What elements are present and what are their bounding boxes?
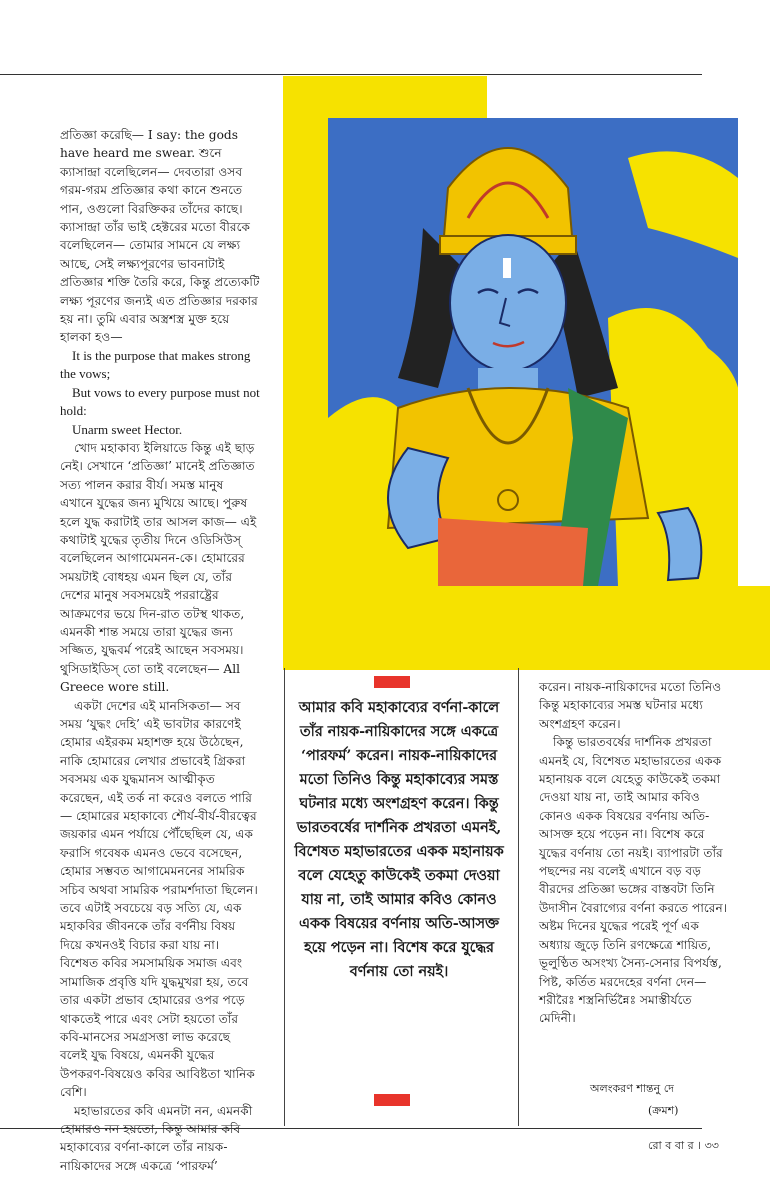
left-text-column bbox=[60, 126, 260, 1175]
paragraph: মহাভারতের কবি এমনটা নন, এমনকী মহাকাব্যের বর্ণনা-কালে তাঁর নায়ক-নায়িকাদের সঙ্গে একত্রে ‘পারফর্ম’ bbox=[60, 1103, 253, 1173]
paragraph: করেন। নায়ক-নায়িকাদের মতো তিনিও কিন্তু মহাকাব্যের সমস্ত ঘটনার মধ্যে অংশগ্রহণ করেন। bbox=[539, 680, 722, 731]
krishna-illustration bbox=[328, 118, 738, 586]
quote-line: Unarm sweet Hector. bbox=[72, 421, 183, 437]
yellow-frame-block bbox=[283, 76, 328, 670]
pull-quote-bottom-bar bbox=[374, 1094, 410, 1106]
column-divider bbox=[518, 668, 519, 1126]
continued-note: (ক্রমশ) bbox=[648, 1104, 679, 1117]
pull-quote-top-bar bbox=[374, 676, 410, 688]
paragraph: খোদ মহাকাব্য ইলিয়াডে কিন্তু এই ছাড় নেই। সেখানে ‘প্রতিজ্ঞা’ মানেই প্রতিজ্ঞাত সত্য পালন করার বীর্য। সমস্ত মানুষ এখানে যুদ্ধের জন্য মুখিয়ে আছে। পুরুষ হলে যুদ্ধ করাটাই তার আসল কাজ— এই কথাটাই যুদ্ধের তৃতীয় দিনে ওডিসিউস্ বলেছিলেন আগামেমনন-কে। হোমারের সময়টাই বোধহয় এমন ছিল যে, তাঁর দেশের মানুষ সবসময়েই পররাষ্ট্রের আক্রমণের ভয়ে দিন-রাত তটস্থ থাকত, এমনকী শান্ত সময়ে তারা যুদ্ধের জন্য সজ্জিত, যুদ্ধবর্ম পরেই আছেন সবসময়। থুসিডাইডিস্ তো তাই বলেছেন— All Greece wore still. bbox=[60, 440, 257, 695]
paragraph: কিন্তু ভারতবর্ষের দার্শনিক প্রখরতা এমনই যে, বিশেষত মহাভারতের একক মহানায়ক বলে যেহেতু কাউকেই তকমা দেওয়া যায় না, তাই আমার কবিও কোনও একক বিষয়ের বর্ণনায় অতি-আসক্ত হয়ে পড়েন না। বিশেষ করে যুদ্ধের বর্ণনায় তো নয়ই। ব্যাপারটা তাঁর পছন্দের নয় বলেই এখানে বড় বড় বীরদের প্রতিজ্ঞা ভঙ্গের বাস্তবটা তিনি উদাসীন বৈরাগ্যের বর্ণনা করতে পারেন। অষ্টম দিনের যুদ্ধের পরেই পূর্ণ এক অধ্যায় জুড়ে তিনি রণক্ষেত্রে শায়িত, ভূলুণ্ঠিত অসংখ্য সৈন্য-সেনার বিপর্যস্ত, পিষ্ট, কর্তিত মরদেহের বর্ণনা দেন— শরীরৈঃ শস্ত্রনির্ভিন্নৈঃ সমাস্তীর্যতে মেদিনী। bbox=[539, 735, 728, 1026]
bottom-rule bbox=[0, 1128, 702, 1129]
paragraph: একটা দেশের এই মানসিকতা— সব সময় ‘যুদ্ধং দেহি’ এই ভাবটার কারণেই হোমার এইরকম মহাশক্ত হয়ে উঠেছেন, নাকি হোমারের লেখার প্রভাবেই গ্রিকরা সবসময় এক যুদ্ধমানস আত্মীকৃত করেছেন, এই তর্ক না করেও বলতে পারি— হোমারের মহাকাব্যে শৌর্য-বীর্য-বীরত্বের জয়কার এমন পর্যায়ে পৌঁছেছিল যে, এক ফরাসি গবেষক এমনও ভেবে বসেছেন, হোমার সম্ভবত আগামেমননের সামরিক সচিব অথবা সামরিক পরামর্শদাতা ছিলেন। তবে এটাই সবচেয়ে বড় সত্যি যে, এক মহাকবির জীবনকে তাঁর বর্ণনীয় বিষয় দিয়ে কখনওই বিচার করা যায় না। বিশেষত কবির সমসাময়িক সমাজ এবং সামাজিক প্রবৃত্তি যদি যুদ্ধমুখরা হয়, তবে তার একটা প্রভাব হোমারের ওপর পড়ে থাকতেই পারে এবং সেটা হয়তো তাঁর কবি-মানসের সমগ্রসত্তা লাভ করেছে বলেই যুদ্ধ বিষয়ে, এমনকী যুদ্ধের উপকরণ-বিষয়েও কবির আবিষ্টতা খানিক বেশি। bbox=[60, 698, 258, 1100]
right-text-column bbox=[539, 678, 731, 1028]
quote-line: But vows to every purpose must not hold: bbox=[60, 384, 260, 419]
paragraph: প্রতিজ্ঞা করেছি— I say: the gods have heard me swear. শুনে ক্যাসান্দ্রা বলেছিলেন— দেবতারা ওসব গরম-গরম প্রতিজ্ঞার কথা কানে শুনতে পান, ওগুলো বিরক্তিকর তাঁদের কাছে। ক্যাসান্দ্রা তাঁর ভাই হেক্টরের মতো বীরকে বলেছিলেন— তোমার সামনে যে লক্ষ্য আছে, সেই লক্ষ্যপূরণের ভাবনাটাই প্রতিজ্ঞার শক্তি তৈরি করে, কিন্তু প্রত্যেকটি লক্ষ্য পূরণের জন্যই এত প্রতিজ্ঞার দরকার হয় না। তুমি এবার অস্ত্রশস্ত্র মুক্ত হয়ে হালকা হও— bbox=[60, 128, 260, 345]
pull-quote: আমার কবি মহাকাব্যের বর্ণনা-কালে তাঁর নায়ক-নায়িকাদের সঙ্গে একত্রে ‘পারফর্ম’ করেন। নায়ক-নায়িকাদের মতো তিনিও কিন্তু মহাকাব্যের সমস্ত ঘটনার মধ্যে অংশগ্রহণ করেন। কিন্তু ভারতবর্ষের দার্শনিক প্রখরতা এমনই, বিশেষত মহাভারতের একক মহানায়ক বলে যেহেতু কাউকেই তকমা দেওয়া যায় না, তাই আমার কবিও কোনও একক বিষয়ের বর্ণনায় অতি-আসক্ত হয়ে পড়েন না। বিশেষ করে যুদ্ধের বর্ণনায় তো নয়ই। bbox=[294, 699, 504, 980]
top-rule bbox=[0, 74, 702, 75]
column-divider bbox=[284, 668, 285, 1126]
illustration-credit: অলংকরণ শান্তনু দে bbox=[590, 1082, 674, 1095]
page-folio: রো ব বা র । ৩৩ bbox=[648, 1139, 719, 1152]
yellow-frame-block bbox=[328, 586, 770, 670]
quote-line: It is the purpose that makes strong the vows; bbox=[60, 347, 251, 382]
